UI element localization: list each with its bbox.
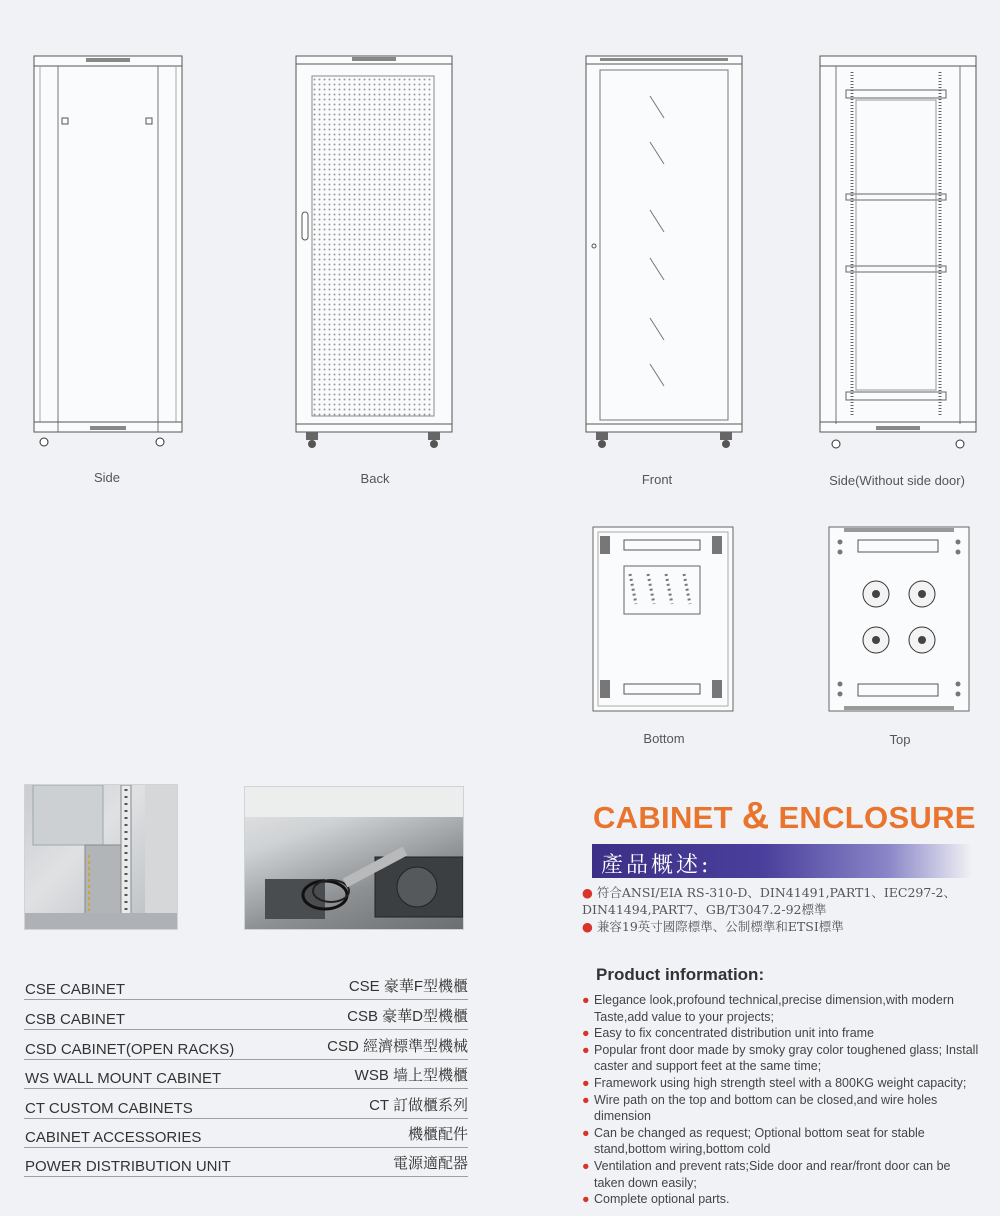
product-name-zh: 電源適配器 bbox=[392, 1155, 468, 1172]
list-item: ● Can be changed as request; Optional bottom seat for stable stand,bottom wiring,bottom cold bbox=[582, 1125, 925, 1157]
product-info-title: Product information: bbox=[596, 965, 765, 984]
overview-banner-text: 產品概述: bbox=[601, 853, 712, 878]
front-view-drawing bbox=[582, 52, 746, 452]
bullet-icon: ● bbox=[582, 1075, 590, 1090]
product-row-csb[interactable] bbox=[24, 1005, 468, 1030]
list-item: ● Complete optional parts. bbox=[582, 1192, 730, 1207]
caption-top: Top bbox=[889, 732, 911, 747]
bullet-icon: ● bbox=[582, 1042, 590, 1057]
product-name-en: CSD CABINET(OPEN RACKS) bbox=[25, 1041, 235, 1058]
photo-cabinet-wiring bbox=[244, 786, 464, 930]
product-name-en: POWER DISTRIBUTION UNIT bbox=[25, 1158, 231, 1175]
top-view-drawing bbox=[828, 526, 972, 716]
product-name-en: WS WALL MOUNT CABINET bbox=[25, 1070, 222, 1087]
side-view-drawing bbox=[30, 52, 186, 452]
bullet-icon: ● bbox=[582, 885, 593, 900]
bullet-icon: ● bbox=[582, 1125, 590, 1140]
product-name-zh: WSB 墙上型機櫃 bbox=[354, 1067, 468, 1084]
product-name-zh: CSB 豪華D型機櫃 bbox=[347, 1008, 468, 1025]
product-name-zh: CSE 豪華F型機櫃 bbox=[348, 978, 468, 995]
list-item: ● Popular front door made by smoky gray color toughened glass; Install caster and support feet at the same time; bbox=[582, 1042, 979, 1074]
title-part1: CABINET bbox=[593, 800, 742, 835]
caption-side-without-door: Side(Without side door) bbox=[829, 473, 965, 488]
product-name-en: CSB CABINET bbox=[25, 1011, 126, 1028]
back-view-drawing bbox=[292, 52, 456, 452]
list-item: ● Ventilation and prevent rats;Side door and rear/front door can be taken down easily; bbox=[582, 1158, 951, 1190]
product-row-ws[interactable] bbox=[24, 1064, 468, 1089]
side-without-door-drawing bbox=[816, 52, 980, 452]
page-title bbox=[593, 795, 976, 838]
bullet-icon: ● bbox=[582, 1026, 590, 1041]
bullet-icon: ● bbox=[582, 919, 593, 934]
product-row-accessories[interactable] bbox=[24, 1123, 468, 1148]
caption-bottom: Bottom bbox=[643, 731, 685, 746]
standards-list bbox=[582, 884, 992, 935]
caption-front: Front bbox=[641, 472, 673, 487]
caption-side: Side bbox=[93, 470, 121, 485]
bullet-icon: ● bbox=[582, 1092, 590, 1107]
bullet-icon: ● bbox=[582, 1192, 590, 1207]
photo-rack-interior bbox=[24, 784, 178, 930]
title-ampersand: & bbox=[741, 795, 770, 837]
product-name-zh: 機櫃配件 bbox=[407, 1126, 468, 1143]
list-item: ● Easy to fix concentrated distribution unit into frame bbox=[582, 1026, 875, 1041]
product-name-zh: CT 訂做櫃系列 bbox=[369, 1097, 468, 1114]
bottom-view-drawing bbox=[592, 526, 736, 716]
title-part2: ENCLOSURE bbox=[769, 800, 976, 835]
product-row-ct[interactable] bbox=[24, 1094, 468, 1119]
product-row-csd[interactable] bbox=[24, 1035, 468, 1060]
list-item: ● Elegance look,profound technical,precise dimension,with modern Taste,add value to your projects; bbox=[582, 993, 954, 1024]
product-name-zh: CSD 經濟標準型機械 bbox=[327, 1038, 468, 1055]
list-item: ● Framework using high strength steel with a 800KG weight capacity; bbox=[582, 1075, 967, 1090]
product-info-list bbox=[582, 992, 982, 1208]
product-name-en: CABINET ACCESSORIES bbox=[25, 1129, 202, 1146]
caption-back: Back bbox=[360, 471, 390, 486]
standards-item: ● 兼容19英寸國際標準、公制標準和ETSI標準 bbox=[582, 919, 844, 934]
product-name-en: CT CUSTOM CABINETS bbox=[25, 1100, 193, 1117]
product-row-cse[interactable] bbox=[24, 975, 468, 1000]
product-name-en: CSE CABINET bbox=[25, 981, 126, 998]
standards-item: ● 符合ANSI/EIA RS-310-D、DIN41491,PART1、IEC297-2、DIN41494,PART7、GB/T3047.2-92標準 bbox=[582, 885, 956, 917]
bullet-icon: ● bbox=[582, 993, 590, 1007]
bullet-icon: ● bbox=[582, 1158, 590, 1173]
overview-banner bbox=[592, 844, 972, 878]
product-row-pdu[interactable] bbox=[24, 1152, 468, 1177]
list-item: ● Wire path on the top and bottom can be closed,and wire holes dimension bbox=[582, 1092, 938, 1124]
